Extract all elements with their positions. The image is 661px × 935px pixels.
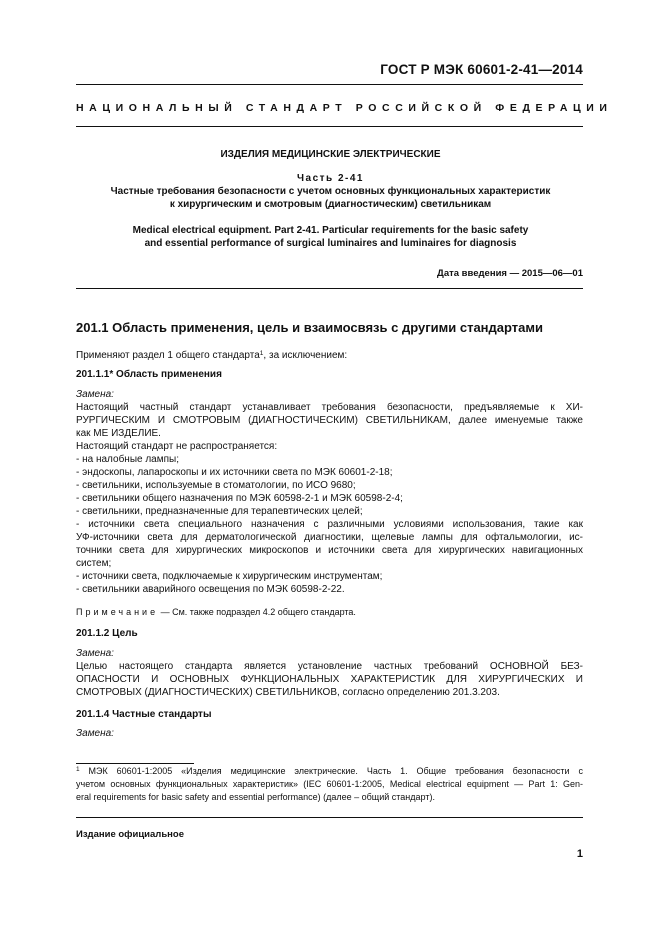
list-item-long-line-2: УФ-источники света для дерматологической диагностики, щелевые лампы для офтальмологии, ис- — [76, 532, 583, 543]
scope-p2: Настоящий стандарт не распространяется: — [76, 441, 278, 452]
list-item: - светильники аварийного освещения по МЭК 60598-2-22. — [76, 584, 345, 595]
note — [76, 606, 583, 619]
subsection-heading-scope: 201.1.1* Область применения — [76, 369, 222, 380]
date-rule — [76, 288, 583, 289]
introduction-date: Дата введения — 2015—06—01 — [437, 268, 583, 279]
goal-body — [76, 647, 583, 699]
title-en-line-1: Medical electrical equipment. Part 2-41. Particular requirements for the basic safety — [132, 225, 529, 236]
scope-p1-line-3: как МЕ ИЗДЕЛИЕ. — [76, 428, 161, 439]
edition-label: Издание официальное — [76, 829, 184, 840]
part-label: Часть 2-41 — [297, 173, 364, 184]
subsection-heading-particular: 201.1.4 Частные стандарты — [76, 709, 212, 720]
section-heading: 201.1 Область применения, цель и взаимосвязь с другими стандартами — [76, 320, 543, 335]
intro-tail: , за исключением: — [263, 350, 348, 361]
goal-line-2: ОПАСНОСТИ И ОСНОВНЫХ ФУНКЦИОНАЛЬНЫХ ХАРАКТЕРИСТИК ДЛЯ ХИРУРГИЧЕСКИХ И — [76, 674, 583, 685]
scope-p1-line-2: РУРГИЧЕСКИМ И СМОТРОВЫМ (ДИАГНОСТИЧЕСКИМ) СВЕТИЛЬНИКАМ, далее именуемые также — [76, 415, 583, 426]
goal-replace-label: Замена: — [76, 648, 114, 659]
list-item-long-line-4: систем; — [76, 558, 112, 569]
list-item-long-line-1: - источники света специального назначения с различными условиями использования, такие как — [76, 519, 583, 530]
list-item: - светильники, предназначенные для терапевтических целей; — [76, 506, 363, 517]
header-rule-bottom — [76, 126, 583, 127]
footnote — [76, 765, 583, 804]
title-ru-line-1: Частные требования безопасности с учетом основных функциональных характеристик — [110, 186, 551, 197]
header-rule-top — [76, 84, 583, 85]
footnote-line-1: $^1$ МЭК 60601-1:2005 «Изделия медицинские электрические. Часть 1. Общие требования безопасности с — [76, 766, 583, 776]
footnote-line-3: eral requirements for basic safety and essential performance) (далее – общий стандарт). — [76, 792, 435, 802]
footnote-rule — [76, 763, 194, 764]
list-item: - на налобные лампы; — [76, 454, 179, 465]
footnote-number: 1 — [76, 766, 80, 773]
title-ru-line-2: к хирургическим и смотровым (диагностическим) светильникам — [169, 199, 492, 210]
list-item: - источники света, подключаемые к хирургическим инструментам; — [76, 571, 383, 582]
goal-line-1: Целью настоящего стандарта является установление частных требований ОСНОВНОЙ БЕЗ- — [76, 661, 583, 672]
national-standard-heading: НАЦИОНАЛЬНЫЙ СТАНДАРТ РОССИЙСКОЙ ФЕДЕРАЦИИ — [76, 102, 613, 114]
goal-line-3: СМОТРОВЫХ (ДИАГНОСТИЧЕСКИХ) СВЕТИЛЬНИКОВ, согласно определению 201.3.203. — [76, 687, 500, 698]
standard-code: ГОСТ Р МЭК 60601-2-41—2014 — [380, 62, 583, 77]
title-en-line-2: and essential performance of surgical luminaires and luminaires for diagnosis — [144, 238, 517, 249]
footnote-line-2: учетом основных функциональных характеристик» (IEC 60601-1:2005, Medical electrical equipment — Part 1: Gen- — [76, 779, 583, 789]
note-text: — См. также подраздел 4.2 общего стандарта. — [158, 607, 356, 617]
document-title: ИЗДЕЛИЯ МЕДИЦИНСКИЕ ЭЛЕКТРИЧЕСКИЕ — [220, 149, 441, 160]
list-item: - светильники, используемые в стоматологии, по ИСО 9680; — [76, 480, 356, 491]
list-item: - эндоскопы, лапароскопы и их источники света по МЭК 60601-2-18; — [76, 467, 393, 478]
particular-replace-label: Замена: — [76, 728, 114, 739]
list-item-long-line-3: точники света для хирургических микроскопов и источники света для хирургических навигационных — [76, 545, 583, 556]
note-label: Примечание — [76, 607, 159, 617]
scope-body — [76, 388, 583, 596]
page-number: 1 — [576, 848, 583, 860]
intro-paragraph — [76, 349, 583, 362]
list-item: - светильники общего назначения по МЭК 60598-2-1 и МЭК 60598-2-4; — [76, 493, 403, 504]
scope-replace-label: Замена: — [76, 389, 114, 400]
subsection-heading-goal: 201.1.2 Цель — [76, 628, 138, 639]
footer-rule — [76, 817, 583, 818]
footnote-ref[interactable]: 1 — [259, 350, 264, 357]
intro-text: Применяют раздел 1 общего стандарта — [76, 350, 260, 361]
scope-p1-line-1: Настоящий частный стандарт устанавливает требования безопасности, предъявляемые к ХИ- — [76, 402, 583, 413]
